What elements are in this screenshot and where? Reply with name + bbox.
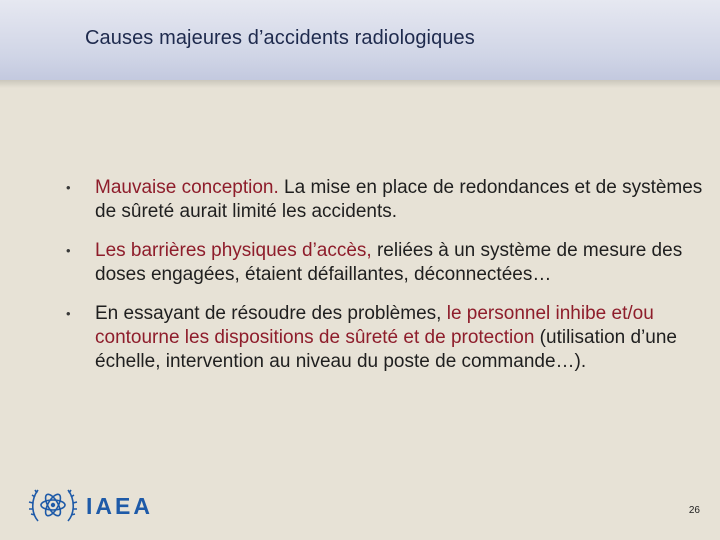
title-bar	[0, 0, 720, 80]
bullet-marker: •	[66, 243, 71, 258]
iaea-logo-text: IAEA	[86, 493, 153, 519]
bullet-list	[60, 176, 705, 389]
bullet-item-1	[60, 176, 705, 224]
bullet-marker: •	[66, 180, 71, 195]
bullet-3-text-start: En essayant de résoudre des problèmes,	[95, 303, 447, 324]
bullet-item-3	[60, 302, 705, 374]
page-number: 26	[688, 505, 700, 516]
slide-title: Causes majeures d’accidents radiologiques	[85, 27, 475, 49]
iaea-atom-emblem-icon	[28, 483, 78, 527]
bullet-3-text-end: (utilisation d’une échelle, intervention au niveau du poste de commande…).	[95, 327, 677, 372]
bullet-2-text: reliées à un système de mesure des doses engagées, étaient défaillantes, déconnectées…	[95, 240, 683, 285]
bullet-1-text: La mise en place de redondances et de systèmes de sûreté aurait limité les accidents.	[95, 177, 703, 222]
bullet-marker: •	[66, 306, 71, 321]
bullet-item-2	[60, 239, 705, 287]
bullet-1-highlight-text: Mauvaise conception.	[95, 177, 279, 198]
title-bar-shadow	[0, 80, 720, 88]
bullet-2-highlight-text: Les barrières physiques d’accès,	[95, 240, 372, 261]
iaea-logo	[28, 483, 158, 527]
bullet-3-highlight-text: le personnel inhibe et/ou contourne les dispositions de sûreté et de protection	[95, 303, 654, 348]
